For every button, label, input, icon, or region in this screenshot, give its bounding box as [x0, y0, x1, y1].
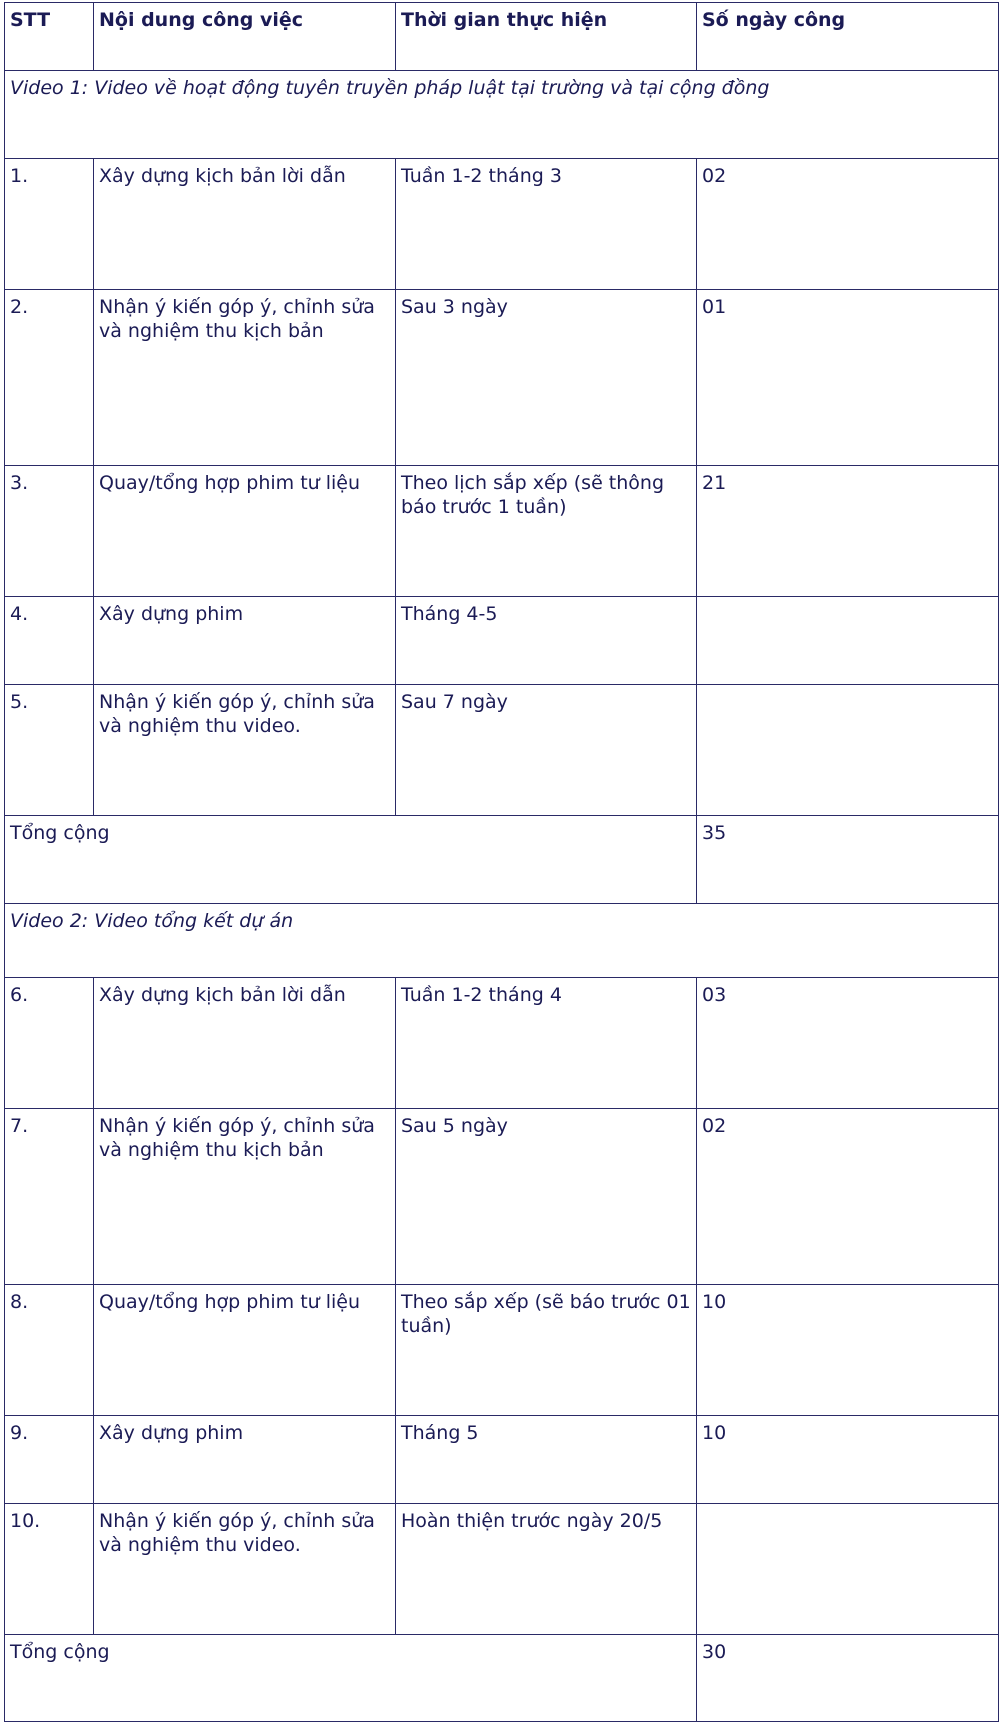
- total-label: Tổng cộng: [5, 816, 697, 904]
- table-row: [5, 685, 999, 816]
- table-row: [5, 466, 999, 597]
- cell-content: Quay/tổng hợp phim tư liệu: [94, 466, 396, 597]
- cell-stt: 7.: [5, 1109, 94, 1285]
- work-schedule-table: [4, 2, 999, 1722]
- cell-stt: 8.: [5, 1285, 94, 1416]
- cell-stt: 6.: [5, 978, 94, 1109]
- table-row: [5, 159, 999, 290]
- header-content: Nội dung công việc: [94, 3, 396, 71]
- table-row: [5, 1109, 999, 1285]
- cell-content: Xây dựng kịch bản lời dẫn: [94, 978, 396, 1109]
- cell-days: 02: [697, 1109, 999, 1285]
- cell-stt: 3.: [5, 466, 94, 597]
- cell-days: 01: [697, 290, 999, 466]
- cell-days: 21: [697, 466, 999, 597]
- cell-stt: 10.: [5, 1504, 94, 1635]
- cell-stt: 1.: [5, 159, 94, 290]
- cell-time: Theo sắp xếp (sẽ báo trước 01 tuần): [396, 1285, 697, 1416]
- cell-content: Xây dựng phim: [94, 1416, 396, 1504]
- header-time: Thời gian thực hiện: [396, 3, 697, 71]
- cell-stt: 5.: [5, 685, 94, 816]
- cell-content: Nhận ý kiến góp ý, chỉnh sửa và nghiệm thu video.: [94, 685, 396, 816]
- cell-days: [697, 1504, 999, 1635]
- cell-content: Nhận ý kiến góp ý, chỉnh sửa và nghiệm thu kịch bản: [94, 1109, 396, 1285]
- cell-time: Hoàn thiện trước ngày 20/5: [396, 1504, 697, 1635]
- section-row-video2: [5, 904, 999, 978]
- cell-days: 03: [697, 978, 999, 1109]
- table-row: [5, 1504, 999, 1635]
- total-row-video1: [5, 816, 999, 904]
- cell-days: 10: [697, 1285, 999, 1416]
- table-row: [5, 978, 999, 1109]
- cell-time: Tuần 1-2 tháng 3: [396, 159, 697, 290]
- cell-time: Sau 7 ngày: [396, 685, 697, 816]
- cell-content: Nhận ý kiến góp ý, chỉnh sửa và nghiệm thu video.: [94, 1504, 396, 1635]
- table-row: [5, 290, 999, 466]
- cell-days: 10: [697, 1416, 999, 1504]
- cell-time: Sau 3 ngày: [396, 290, 697, 466]
- cell-time: Tuần 1-2 tháng 4: [396, 978, 697, 1109]
- total-row-video2: [5, 1635, 999, 1722]
- cell-content: Quay/tổng hợp phim tư liệu: [94, 1285, 396, 1416]
- cell-days: 02: [697, 159, 999, 290]
- table-row: [5, 597, 999, 685]
- section-row-video1: [5, 71, 999, 159]
- cell-stt: 2.: [5, 290, 94, 466]
- cell-content: Nhận ý kiến góp ý, chỉnh sửa và nghiệm thu kịch bản: [94, 290, 396, 466]
- cell-time: Tháng 5: [396, 1416, 697, 1504]
- total-value: 30: [697, 1635, 999, 1722]
- section-title-video2: Video 2: Video tổng kết dự án: [5, 904, 999, 978]
- cell-time: Theo lịch sắp xếp (sẽ thông báo trước 1 tuần): [396, 466, 697, 597]
- cell-content: Xây dựng kịch bản lời dẫn: [94, 159, 396, 290]
- total-value: 35: [697, 816, 999, 904]
- cell-content: Xây dựng phim: [94, 597, 396, 685]
- cell-stt: 9.: [5, 1416, 94, 1504]
- cell-days: [697, 685, 999, 816]
- total-label: Tổng cộng: [5, 1635, 697, 1722]
- cell-time: Tháng 4-5: [396, 597, 697, 685]
- header-stt: STT: [5, 3, 94, 71]
- table-header-row: [5, 3, 999, 71]
- table-row: [5, 1285, 999, 1416]
- section-title-video1: Video 1: Video về hoạt động tuyên truyền pháp luật tại trường và tại cộng đồng: [5, 71, 999, 159]
- cell-stt: 4.: [5, 597, 94, 685]
- header-days: Số ngày công: [697, 3, 999, 71]
- cell-days: [697, 597, 999, 685]
- cell-time: Sau 5 ngày: [396, 1109, 697, 1285]
- table-row: [5, 1416, 999, 1504]
